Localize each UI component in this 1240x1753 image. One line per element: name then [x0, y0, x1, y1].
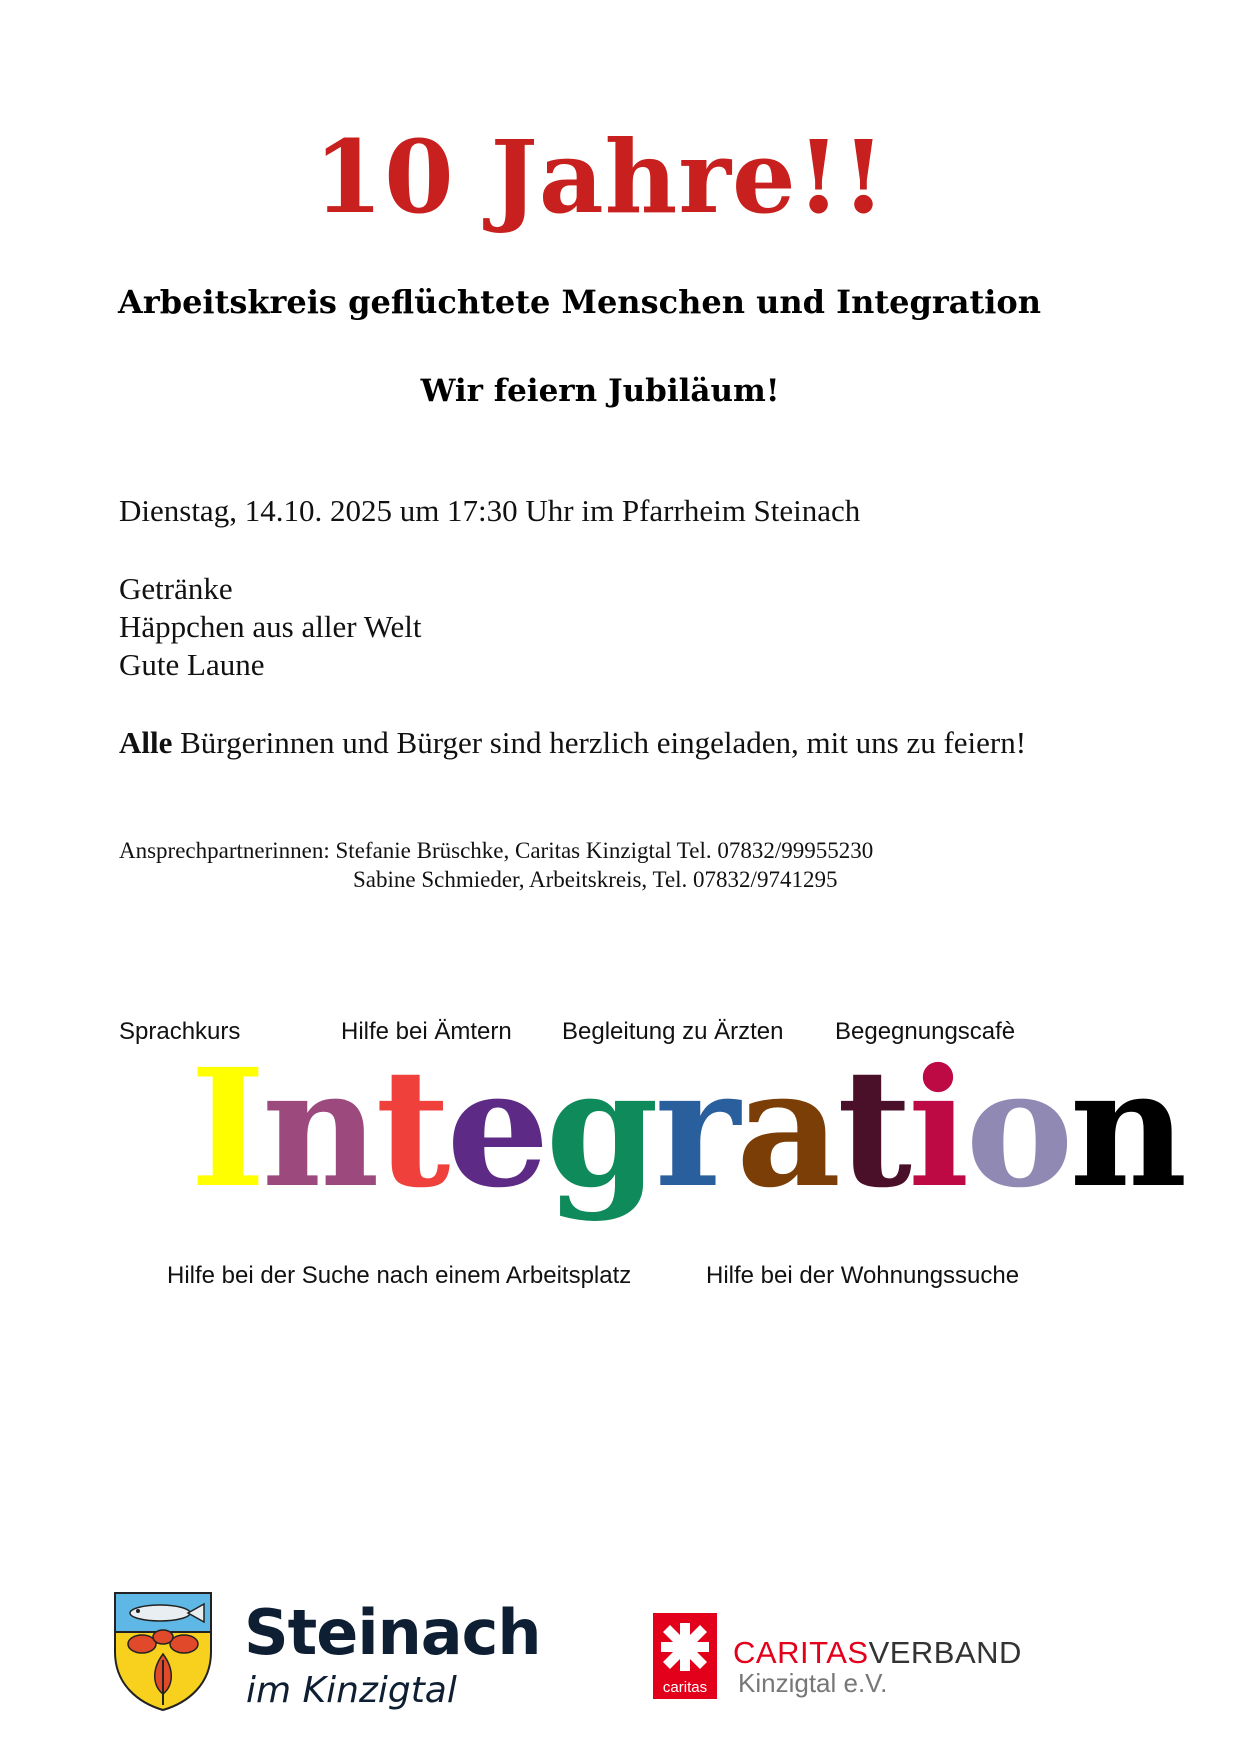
- caritas-emblem-icon: [653, 1613, 717, 1699]
- offering-item: Getränke: [119, 571, 233, 606]
- contact-person-1: Stefanie Brüschke, Caritas Kinzigtal Tel. 07832/99955230: [335, 838, 874, 863]
- integration-letter: n: [1069, 1034, 1184, 1224]
- contact-label: Ansprechpartnerinnen:: [119, 838, 330, 863]
- caritas-logo-subtitle: Kinzigtal e.V.: [738, 1668, 888, 1698]
- steinach-coat-of-arms-icon: [112, 1590, 214, 1712]
- service-label: Hilfe bei der Wohnungssuche: [706, 1262, 1020, 1289]
- caritas-emblem-label: caritas: [662, 1679, 708, 1696]
- caritas-logo-dark: VERBAND: [868, 1635, 1022, 1670]
- integration-letter: n: [261, 1034, 376, 1224]
- service-label: Begleitung zu Ärzten: [562, 1018, 784, 1045]
- integration-letter: o: [965, 1034, 1070, 1224]
- contact-person-2: Sabine Schmieder, Arbeitskreis, Tel. 07832/9741295: [353, 867, 838, 892]
- offering-item: Häppchen aus aller Welt: [119, 609, 422, 644]
- caritas-logo-red: CARITAS: [733, 1635, 869, 1670]
- service-label: Begegnungscafè: [835, 1018, 1016, 1045]
- integration-letter: r: [654, 1034, 737, 1224]
- event-date-line: Dienstag, 14.10. 2025 um 17:30 Uhr im Pfarrheim Steinach: [119, 493, 861, 528]
- contact-line-1: [119, 838, 873, 864]
- integration-letter: t: [837, 1034, 908, 1224]
- invitation-line: [119, 725, 1026, 761]
- service-label: Hilfe bei Ämtern: [341, 1018, 512, 1045]
- poster-title: 10 Jahre!!: [313, 118, 887, 236]
- offering-item: Gute Laune: [119, 647, 265, 682]
- integration-letter: i: [907, 1034, 966, 1224]
- invitation-text: Bürgerinnen und Bürger sind herzlich eingeladen, mit uns zu feiern!: [172, 725, 1027, 760]
- steinach-logo-name: Steinach: [244, 1596, 541, 1669]
- service-label: Sprachkurs: [119, 1018, 241, 1045]
- service-label: Hilfe bei der Suche nach einem Arbeitsplatz: [167, 1262, 632, 1289]
- integration-letter: g: [545, 1034, 655, 1224]
- caritas-logo-name: [733, 1635, 1022, 1671]
- integration-letter: I: [190, 1034, 262, 1224]
- invitation-emphasis: Alle: [119, 725, 173, 760]
- tagline: Wir feiern Jubiläum!: [420, 373, 780, 409]
- steinach-logo-subtitle: im Kinzigtal: [246, 1670, 457, 1711]
- integration-letter: a: [736, 1034, 838, 1224]
- integration-letter: e: [446, 1034, 546, 1224]
- organization-name: Arbeitskreis geflüchtete Menschen und Integration: [118, 283, 1042, 321]
- integration-word: [190, 1034, 1184, 1224]
- integration-letter: t: [375, 1034, 447, 1224]
